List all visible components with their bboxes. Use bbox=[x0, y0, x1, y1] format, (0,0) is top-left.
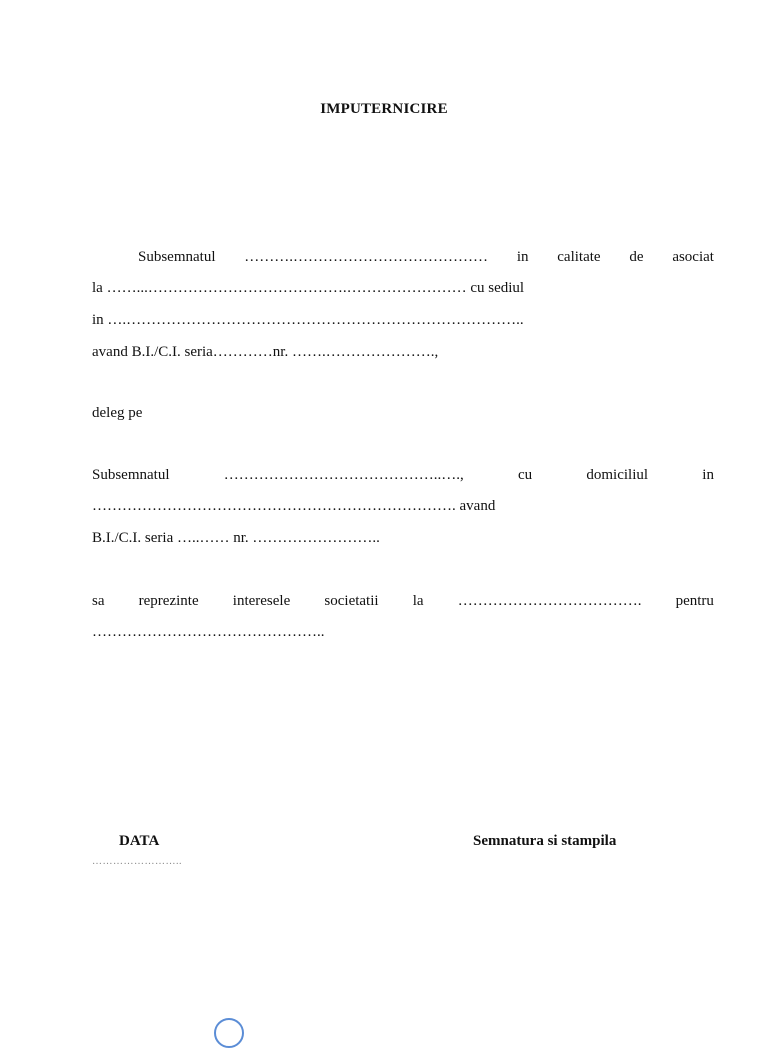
para2-line2: ………………………………………………………………. avand bbox=[92, 498, 496, 514]
para1-line1 bbox=[138, 247, 714, 267]
date-label: DATA bbox=[119, 833, 160, 849]
para3-word: sa bbox=[92, 593, 105, 609]
para2-word: cu bbox=[517, 467, 533, 483]
para2-word: Subsemnatul bbox=[92, 467, 170, 483]
para1-word: ……….………………………………… bbox=[244, 249, 489, 265]
para1-word: Subsemnatul bbox=[138, 249, 216, 265]
para3-line2: ……………………………………….. bbox=[92, 624, 325, 640]
date-dots: …………………….. bbox=[92, 856, 182, 867]
document-title: IMPUTERNICIRE bbox=[320, 101, 448, 117]
para1-line3: in ….…………………………………………………………………….. bbox=[92, 312, 524, 328]
para1-line4: avand B.I./C.I. seria…………nr. …….…………………., bbox=[92, 344, 439, 360]
para3-word: societatii bbox=[324, 593, 379, 609]
para1-word: de bbox=[629, 249, 644, 265]
para3-word: reprezinte bbox=[138, 593, 199, 609]
para2-word: domiciliul bbox=[586, 467, 649, 483]
circle-icon bbox=[214, 1018, 244, 1048]
para3-line1 bbox=[92, 591, 714, 611]
para1-word: in bbox=[516, 249, 529, 265]
para1-line2: la ……...………………………………….…………………… cu sediul bbox=[92, 280, 525, 296]
para2-word: ……………………………………..…., bbox=[223, 467, 464, 483]
para1-word: calitate bbox=[557, 249, 601, 265]
signature-label: Semnatura si stampila bbox=[473, 833, 617, 849]
para3-word: ………………………………. bbox=[457, 593, 642, 609]
deleg-text: deleg pe bbox=[92, 405, 143, 421]
para2-line3: B.I./C.I. seria …..…… nr. …………………….. bbox=[92, 530, 380, 546]
para3-word: pentru bbox=[675, 593, 714, 609]
para3-word: interesele bbox=[232, 593, 291, 609]
para2-line1 bbox=[92, 465, 714, 485]
para1-word: asociat bbox=[672, 249, 714, 265]
para3-word: la bbox=[412, 593, 424, 609]
para2-word: in bbox=[702, 467, 714, 483]
